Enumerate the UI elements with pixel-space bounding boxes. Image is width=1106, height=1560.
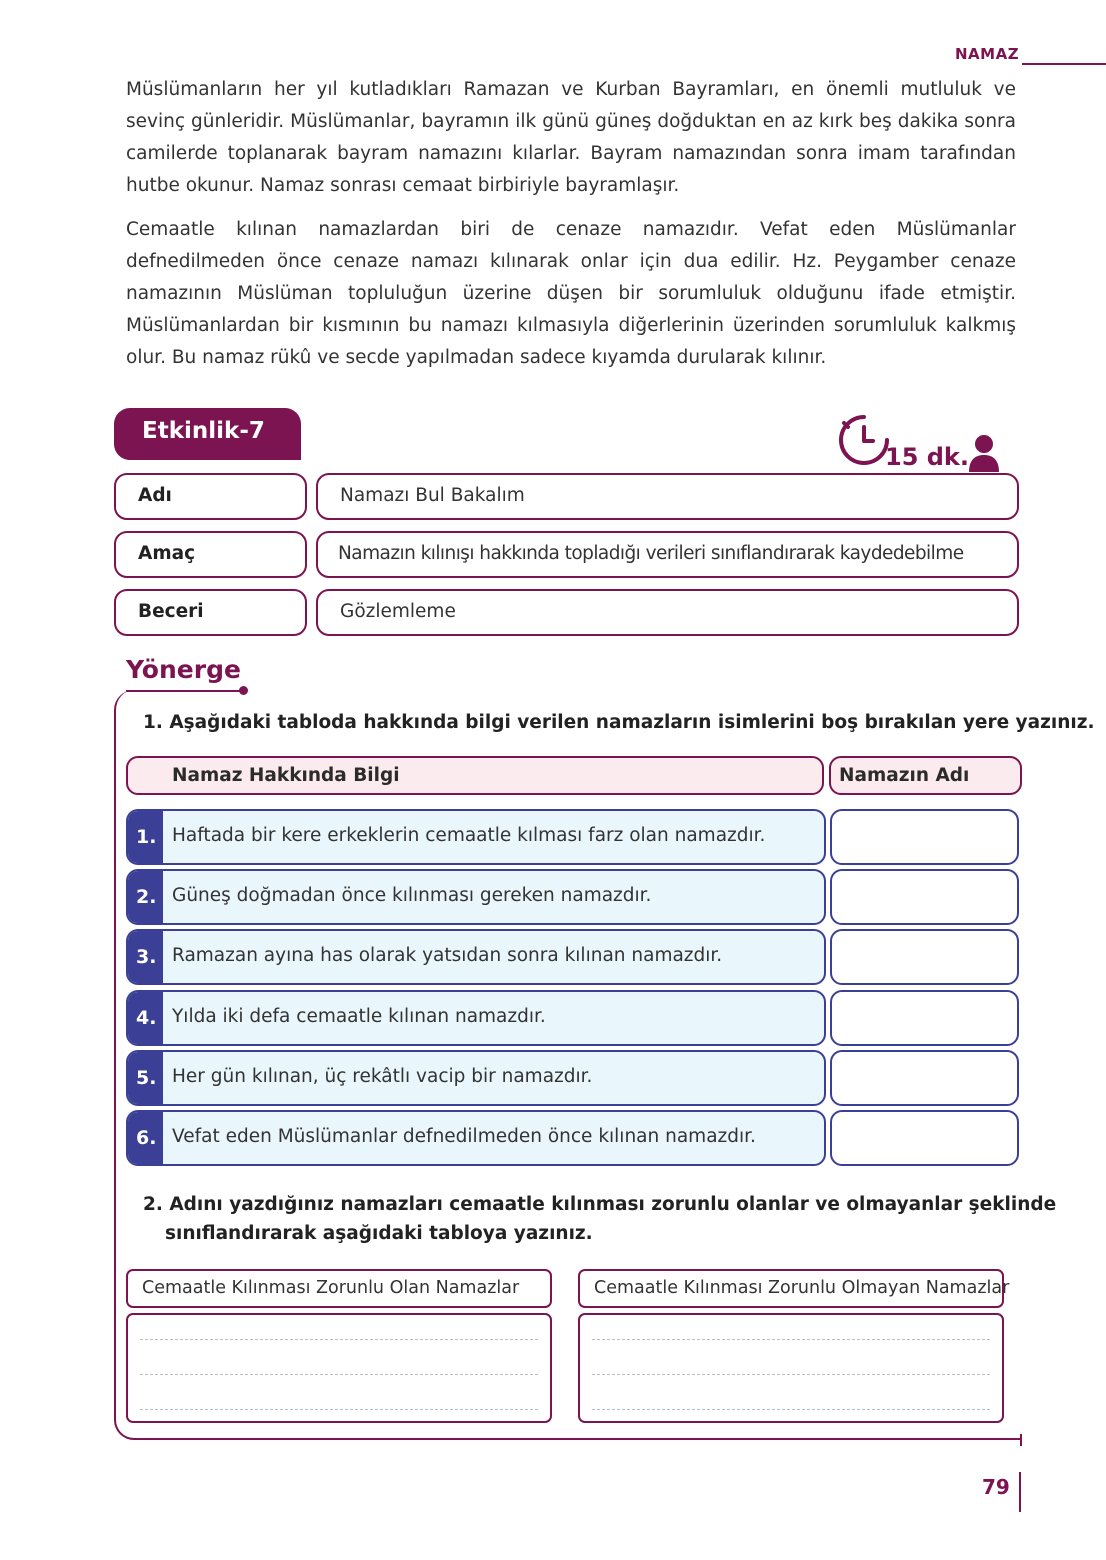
header-divider [1022,63,1106,65]
row-text: Her gün kılınan, üç rekâtlı vacip bir namazdır. [172,1066,593,1087]
info-value-skill: Gözlemleme [316,589,1019,636]
writing-line [592,1409,990,1410]
required-answer-area[interactable] [126,1313,552,1423]
row-text: Haftada bir kere erkeklerin cemaatle kılması farz olan namazdır. [172,825,766,846]
frame-end-tick [1020,1434,1022,1446]
table-header-name: Namazın Adı [829,756,1022,795]
writing-line [592,1339,990,1340]
table-row [126,869,826,925]
paragraph-cenaze: Cemaatle kılınan namazlardan biri de cenaze namazıdır. Vefat eden Müslümanlar defnedilmeden önce cenaze namazı kılınarak onlar için dua edilir. Hz. Peygamber cenaze namazının Müslüman topluluğun üzerine düşen bir sorumluluk olduğunu ifade etmiştir. Müslümanlardan bir kısmının bu namazı kılmasıyla diğerlerinin üzerinden sorumluluk kalkmış olur. Bu namaz rükû ve secde yapılmadan sadece kıyamda durularak kılınır. [126,219,1016,368]
answer-box[interactable] [830,990,1019,1046]
info-label-name: Adı [114,473,307,520]
question-2-line1: 2. Adını yazdığınız namazları cemaatle kılınması zorunlu olanlar ve olmayanlar şeklinde [143,1194,1057,1215]
info-value-purpose: Namazın kılınışı hakkında topladığı verileri sınıflandırarak kaydedebilme [316,531,1019,578]
table-row [126,1110,826,1166]
activity-title: Etkinlik-7 [114,408,301,460]
row-number: 6. [128,1112,163,1164]
question-1: 1. Aşağıdaki tabloda hakkında bilgi verilen namazların isimlerini boş bırakılan yere yazınız. [143,712,1095,733]
row-number: 3. [128,931,163,983]
question-2-line2: sınıflandırarak aşağıdaki tabloya yazınız. [165,1223,593,1244]
table-row [126,809,826,865]
column-required-header: Cemaatle Kılınması Zorunlu Olan Namazlar [126,1269,552,1308]
paragraph-bayram: Müslümanların her yıl kutladıkları Ramazan ve Kurban Bayramları, en önemli mutluluk ve sevinç günleridir. Müslümanlar, bayramın ilk günü güneş doğduktan en az kırk beş dakika sonra camilerde toplanarak bayram namazını kılarlar. Bayram namazından sonra imam tarafından hutbe okunur. Namaz sonrası cemaat birbiriyle bayramlaşır. [126,79,1016,196]
writing-line [140,1374,538,1375]
info-label-purpose: Amaç [114,531,307,578]
table-row [126,1050,826,1106]
answer-box[interactable] [830,1050,1019,1106]
answer-box[interactable] [830,809,1019,865]
writing-line [140,1339,538,1340]
row-number: 2. [128,871,163,923]
answer-box[interactable] [830,1110,1019,1166]
row-number: 1. [128,811,163,863]
answer-box[interactable] [830,869,1019,925]
table-row [126,929,826,985]
page-number: 79 [982,1475,1010,1499]
answer-box[interactable] [830,929,1019,985]
info-value-name: Namazı Bul Bakalım [316,473,1019,520]
table-header-info: Namaz Hakkında Bilgi [126,756,824,795]
instructions-heading: Yönerge [126,655,241,684]
not-required-answer-area[interactable] [578,1313,1004,1423]
writing-line [592,1374,990,1375]
info-label-skill: Beceri [114,589,307,636]
page-number-divider [1019,1472,1021,1512]
row-text: Yılda iki defa cemaatle kılınan namazdır. [172,1006,546,1027]
instructions-underline [126,690,244,692]
row-text: Güneş doğmadan önce kılınması gereken namazdır. [172,885,652,906]
person-icon [967,434,1001,472]
instructions-dot [239,686,248,695]
row-text: Ramazan ayına has olarak yatsıdan sonra kılınan namazdır. [172,945,723,966]
row-number: 5. [128,1052,163,1104]
clock-icon [837,413,891,467]
column-not-required-header: Cemaatle Kılınması Zorunlu Olmayan Namazlar [578,1269,1004,1308]
row-text: Vefat eden Müslümanlar defnedilmeden önce kılınan namazdır. [172,1126,756,1147]
table-row [126,990,826,1046]
section-title: NAMAZ [955,45,1020,63]
activity-duration: 15 dk. [885,443,970,471]
writing-line [140,1409,538,1410]
row-number: 4. [128,992,163,1044]
